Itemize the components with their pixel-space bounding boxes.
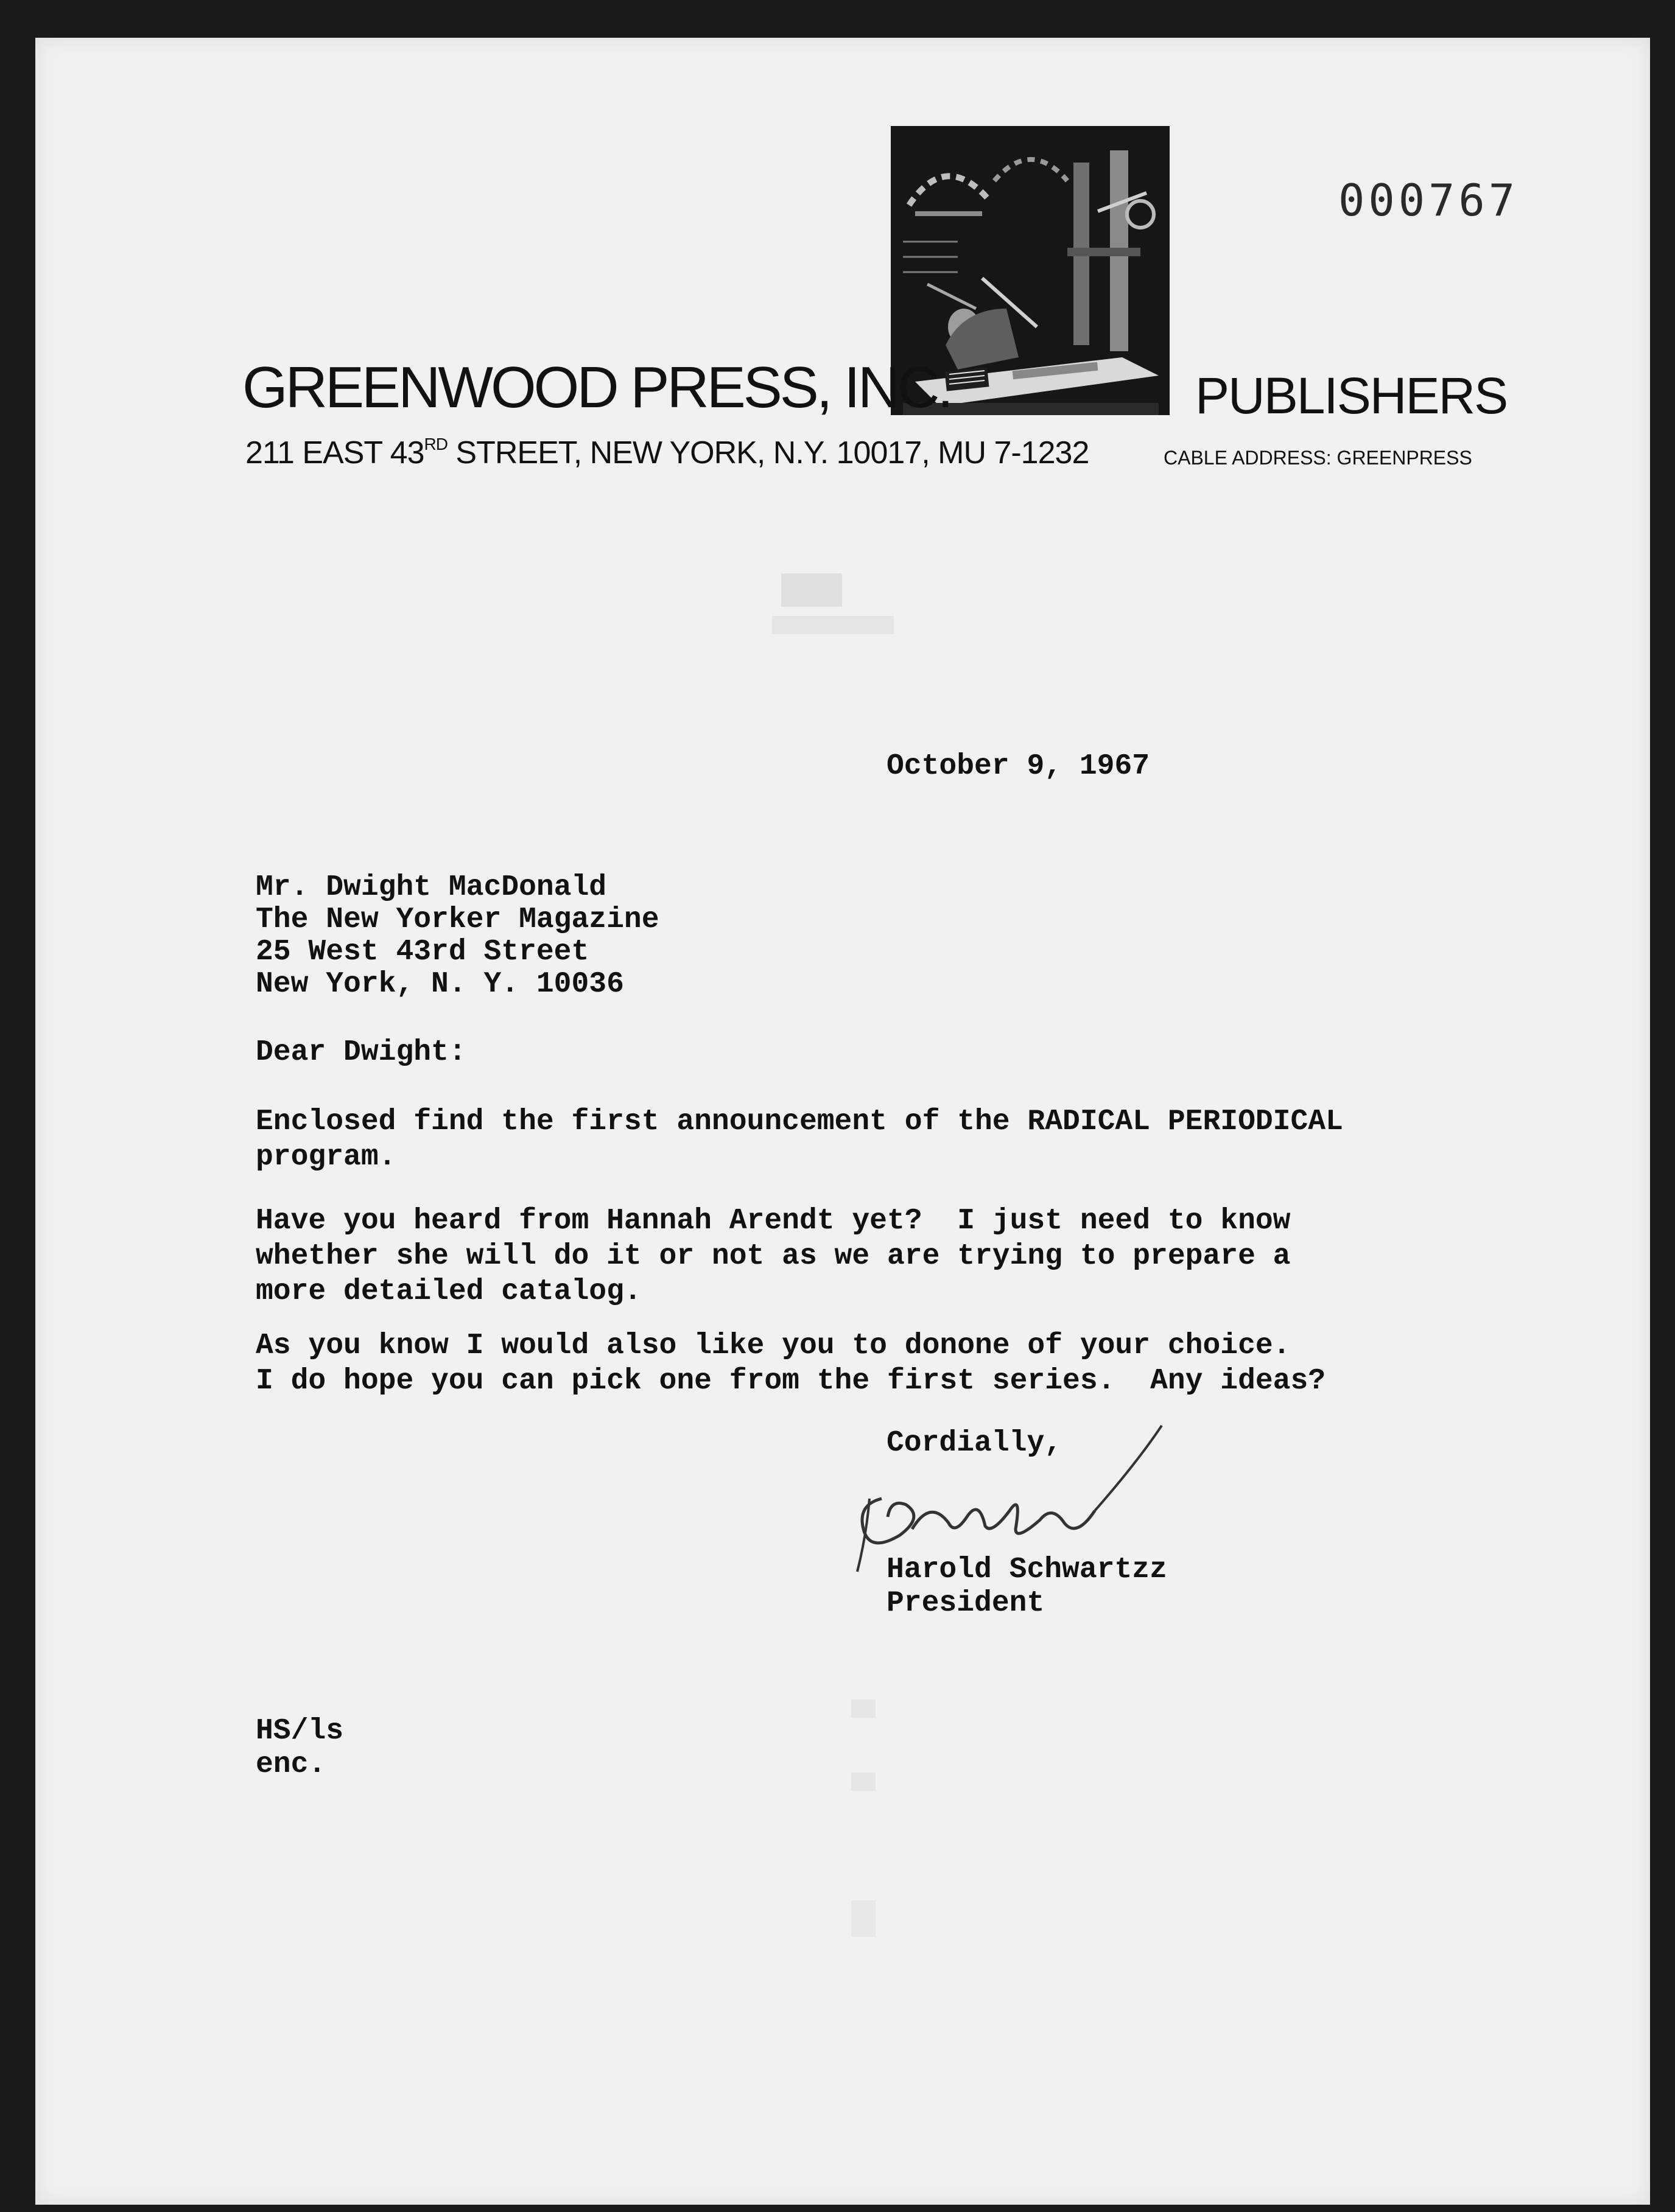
address-part-2: STREET, NEW YORK, N.Y. 10017, MU 7-1232 [447, 435, 1089, 471]
reference-block [256, 1715, 343, 1782]
enclosure-note: enc. [256, 1748, 326, 1781]
faint-stamp-mark [851, 1900, 876, 1937]
signature-block [887, 1553, 1167, 1620]
body-paragraph: Have you heard from Hannah Arendt yet? I just need to know whether she will do it or not as we are trying to prepare a more detailed catalog. [256, 1205, 1291, 1308]
letter-page [35, 38, 1650, 2205]
company-name: GREENWOOD PRESS, INC. [242, 355, 952, 420]
cable-address: CABLE ADDRESS: GREENPRESS [1164, 447, 1472, 469]
signer-name: Harold Schwartzz [887, 1553, 1167, 1586]
body-paragraph: As you know I would also like you to donone of your choice. I do hope you can pick one from the first series. Any ideas? [256, 1329, 1326, 1398]
faint-stamp-mark [781, 573, 842, 607]
letterhead-address [245, 435, 1089, 471]
recipient-address [256, 872, 659, 1001]
salutation: Dear Dwight: [256, 1036, 466, 1069]
body-paragraph: Enclosed find the first announcement of the RADICAL PERIODICAL program. [256, 1105, 1343, 1174]
archive-number: 000767 [1338, 175, 1519, 226]
address-part-1: 211 EAST 43 [245, 435, 424, 471]
recipient-line: New York, N. Y. 10036 [256, 968, 624, 1001]
closing: Cordially, [887, 1427, 1062, 1460]
faint-stamp-mark [851, 1699, 876, 1718]
publishers-label: PUBLISHERS [1195, 367, 1508, 424]
reference-initials: HS/ls [256, 1715, 344, 1748]
faint-stamp-mark [851, 1773, 876, 1791]
address-superscript: RD [424, 435, 448, 453]
letter-date: October 9, 1967 [887, 750, 1150, 783]
faint-stamp-mark [772, 616, 894, 634]
recipient-line: 25 West 43rd Street [256, 936, 589, 968]
recipient-line: The New Yorker Magazine [256, 903, 659, 936]
signer-title: President [887, 1587, 1045, 1620]
recipient-line: Mr. Dwight MacDonald [256, 871, 607, 904]
